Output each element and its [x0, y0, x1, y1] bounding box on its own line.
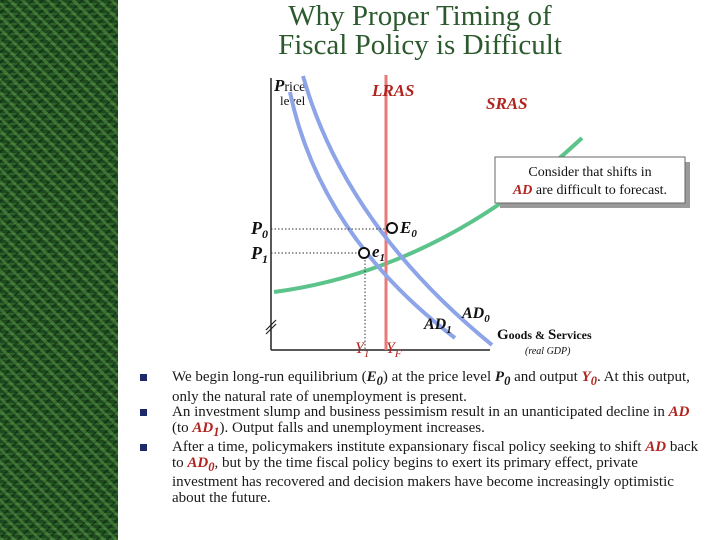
- bullet-marker: [140, 374, 147, 381]
- y1-label: $Y_1$: [355, 340, 370, 360]
- title-line-1: Why Proper Timing of: [288, 0, 552, 32]
- price-axis-label-level: level: [280, 93, 306, 108]
- e0-label: $E_0$: [400, 218, 417, 240]
- e1-label: $e_1$: [372, 242, 386, 264]
- e1-point: [359, 248, 369, 258]
- note-line-1: Consider that shifts in: [528, 165, 652, 180]
- ad1-label: $AD_1$: [424, 316, 452, 336]
- lras-label: LRAS: [372, 81, 415, 100]
- p1-label: $P_1$: [251, 243, 268, 266]
- bullet-item-2: An investment slump and business pessimism result in an unanticipated decline in AD (to $AD_1$). Output falls and unemployment increases.: [140, 405, 705, 440]
- sras-label: SRAS: [486, 94, 528, 113]
- yf-label: $Y_F$: [386, 340, 402, 360]
- p0-label: $P_0$: [251, 218, 268, 241]
- bullet-list: [140, 370, 705, 506]
- note-line-2: AD are difficult to forecast.: [512, 183, 668, 198]
- bullet-item-1: We begin long-run equilibrium $(E_0)$ at the price level $P_0$ and output $Y_0$. At this output, only the natural rate of unemployment is present.: [140, 370, 705, 405]
- e0-point: [387, 223, 397, 233]
- bullet-item-3: After a time, policymakers institute expansionary fiscal policy seeking to shift AD back to $AD_0$, but by the time fiscal policy begins to exert its primary effect, private investment has recovered and decision makers have become increasingly optimistic about the future.: [140, 440, 705, 506]
- bullet-marker: [140, 409, 147, 416]
- ad1-curve: [290, 92, 455, 338]
- title-line-2: Fiscal Policy is Difficult: [278, 29, 562, 61]
- goods-services-label: Goods & Services: [497, 327, 592, 343]
- bullet-marker: [140, 444, 147, 451]
- real-gdp-label: (real GDP): [525, 346, 571, 357]
- ad0-label: $AD_0$: [462, 305, 490, 325]
- price-axis-label: Price: [274, 76, 306, 95]
